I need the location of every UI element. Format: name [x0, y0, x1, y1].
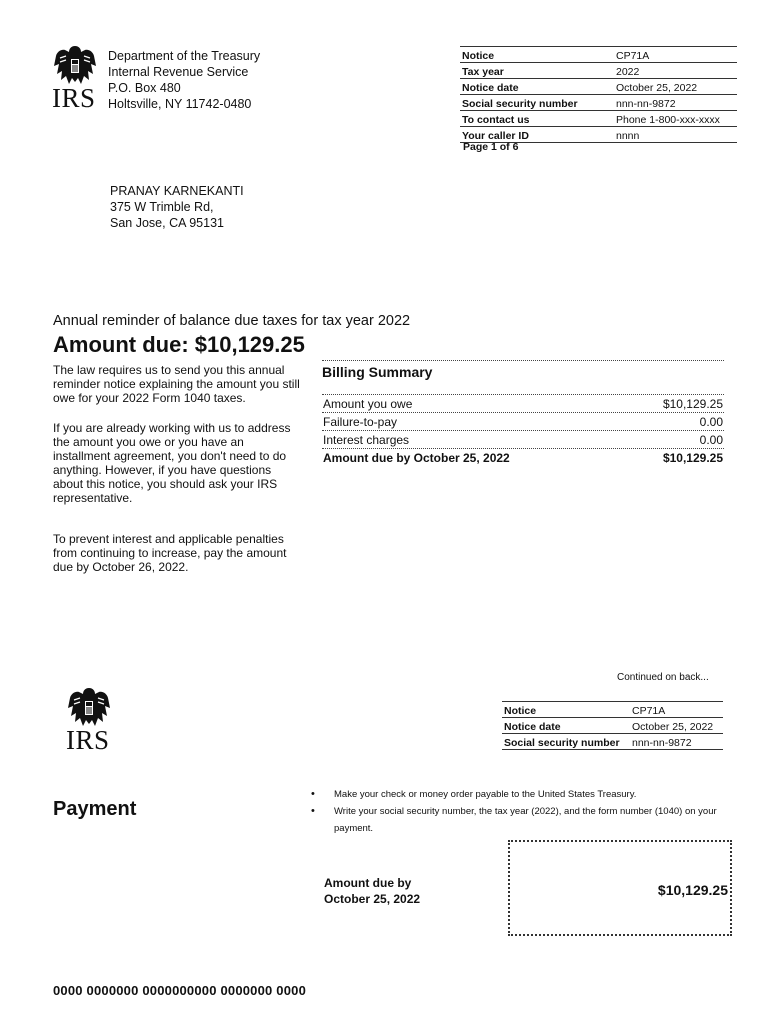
sender-line: Internal Revenue Service: [108, 65, 249, 79]
billing-total-value: $10,129.25: [662, 451, 723, 465]
scan-line: 0000 0000000 0000000000 0000000 0000: [53, 983, 307, 998]
irs-logo-stub: [66, 686, 126, 755]
info-row: [460, 63, 737, 79]
payment-due-label-line: October 25, 2022: [324, 892, 421, 906]
info-value: nnn-nn-9872: [614, 95, 737, 111]
stub-info-table: [502, 701, 723, 750]
payment-instructions: [311, 786, 731, 837]
stub-info-row: [502, 702, 723, 718]
info-label: Social security number: [460, 95, 614, 111]
stub-info-label: Social security number: [502, 734, 630, 750]
stub-info-row: [502, 718, 723, 734]
billing-total-label: Amount due by October 25, 2022: [323, 451, 510, 465]
irs-logo-text: IRS: [52, 83, 96, 113]
amount-due-heading: Amount due: $10,129.25: [53, 332, 305, 357]
sender-line: P.O. Box 480: [108, 81, 181, 95]
stub-info-label: Notice: [502, 702, 630, 718]
info-label: Your caller ID: [460, 127, 614, 143]
info-value: October 25, 2022: [614, 79, 737, 95]
irs-eagle-icon: [52, 44, 98, 86]
info-row: [460, 95, 737, 111]
sender-address: [108, 48, 260, 112]
billing-label: Failure-to-pay: [323, 415, 398, 429]
payment-amount-value: $10,129.25: [657, 882, 728, 898]
info-label: Notice: [460, 47, 614, 63]
irs-logo-text: IRS: [66, 725, 110, 755]
info-row: [460, 111, 737, 127]
recipient-street: 375 W Trimble Rd,: [110, 200, 214, 214]
billing-summary-title: Billing Summary: [322, 364, 433, 380]
recipient-name: PRANAY KARNEKANTI: [110, 184, 244, 198]
billing-label: Interest charges: [323, 433, 410, 447]
payment-instruction: • Write your social security number, the tax year (2022), and the form number (1040) on your payment.: [311, 803, 731, 837]
payment-due-label-line: Amount due by: [324, 876, 412, 890]
stub-info-value: October 25, 2022: [630, 718, 723, 734]
billing-row: [322, 431, 724, 449]
billing-value: 0.00: [699, 433, 723, 447]
stub-info-label: Notice date: [502, 718, 630, 734]
info-row: [460, 47, 737, 63]
sender-line: Department of the Treasury: [108, 49, 261, 63]
stub-info-row: [502, 734, 723, 750]
sender-line: Holtsville, NY 11742-0480: [108, 97, 252, 111]
billing-value: $10,129.25: [662, 397, 723, 411]
info-label: Notice date: [460, 79, 614, 95]
billing-value: 0.00: [699, 415, 723, 429]
recipient-city: San Jose, CA 95131: [110, 216, 224, 230]
recipient-address: [110, 183, 244, 231]
body-paragraph: If you are already working with us to address the amount you owe or you have an installment agreement, you don't need to do anything. However, if you have questions about this notice, you should ask your IRS representative.: [53, 421, 291, 505]
body-paragraph: The law requires us to send you this annual reminder notice explaining the amount you still owe for your 2022 Form 1040 taxes.: [53, 363, 300, 405]
page-number: Page 1 of 6: [463, 141, 519, 153]
info-value: Phone 1-800-xxx-xxxx: [614, 111, 737, 127]
info-row: [460, 79, 737, 95]
info-value: CP71A: [614, 47, 737, 63]
billing-label: Amount you owe: [323, 397, 413, 411]
irs-eagle-icon: [66, 686, 112, 728]
billing-row: [322, 413, 724, 431]
info-value: 2022: [614, 63, 737, 79]
billing-total-row: [322, 449, 724, 466]
billing-summary: [322, 360, 724, 466]
notice-subtitle: Annual reminder of balance due taxes for tax year 2022: [53, 313, 411, 329]
payment-amount-box[interactable]: [508, 840, 732, 936]
payment-instruction: • Make your check or money order payable to the United States Treasury.: [311, 786, 731, 803]
stub-info-value: CP71A: [630, 702, 723, 718]
body-paragraph: To prevent interest and applicable penalties from continuing to increase, pay the amount due by October 26, 2022.: [53, 532, 287, 574]
billing-row: [322, 394, 724, 413]
notice-info-table: [460, 46, 737, 143]
irs-logo: [52, 44, 112, 113]
info-label: Tax year: [460, 63, 614, 79]
continued-on-back: Continued on back...: [617, 672, 709, 683]
info-label: To contact us: [460, 111, 614, 127]
stub-info-value: nnn-nn-9872: [630, 734, 723, 750]
info-value: nnnn: [614, 127, 737, 143]
payment-title: Payment: [53, 798, 137, 820]
payment-due-label: [324, 875, 420, 907]
